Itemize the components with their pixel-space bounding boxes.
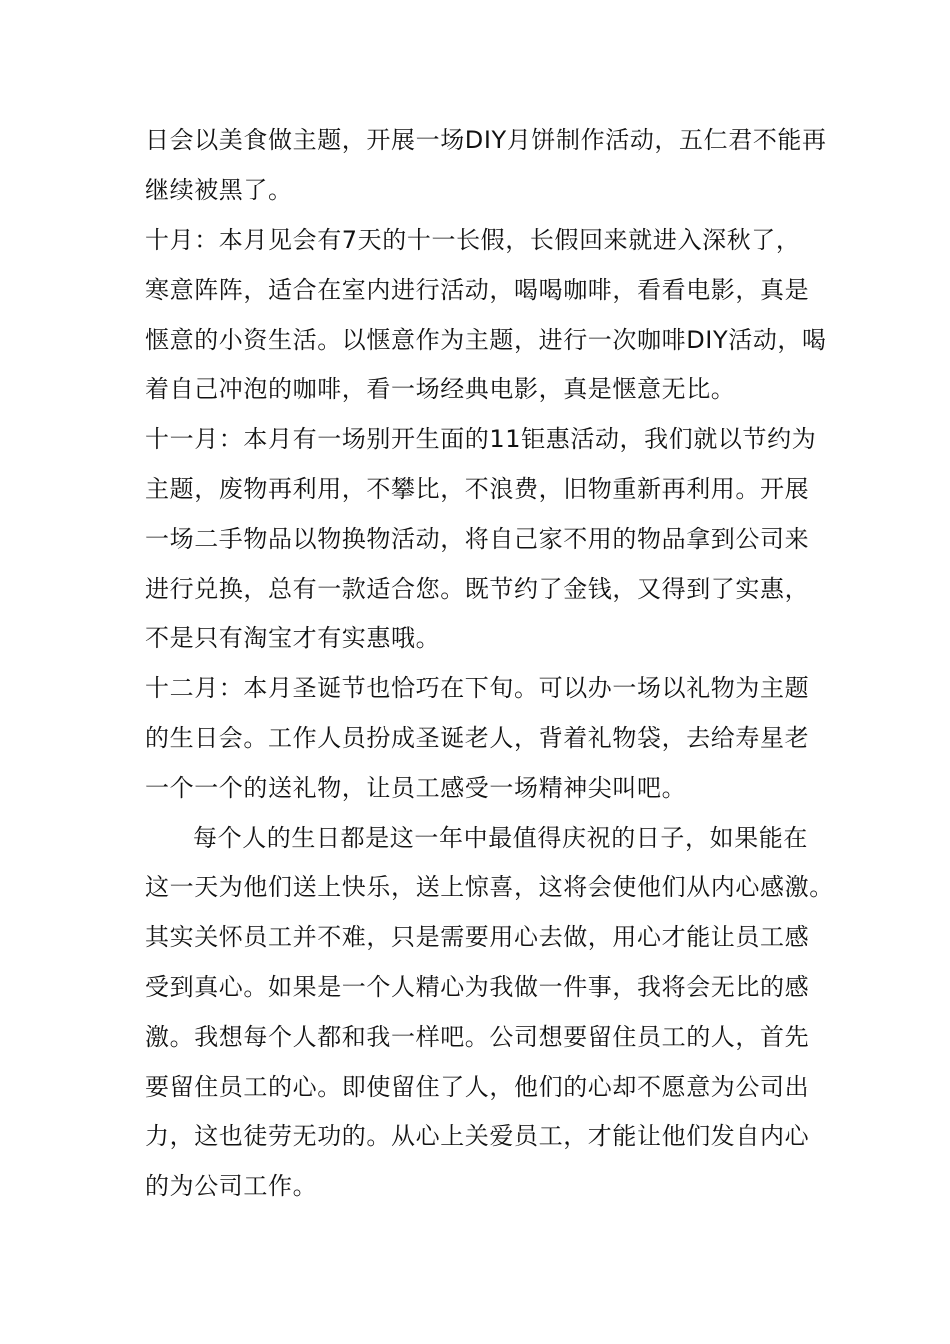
text-line: 进行兑换，总有一款适合您。既节约了金钱，又得到了实惠，	[145, 575, 810, 603]
text-line: 要留住员工的心。即使留住了人，他们的心却不愿意为公司出	[145, 1073, 810, 1101]
text-line: 十月：本月见会有7天的十一长假，长假回来就进入深秋了，	[145, 226, 801, 254]
text-line: 主题，废物再利用，不攀比，不浪费，旧物重新再利用。开展	[145, 475, 810, 503]
text-line: 着自己冲泡的咖啡，看一场经典电影，真是惬意无比。	[145, 375, 736, 403]
text-line: 一场二手物品以物换物活动，将自己家不用的物品拿到公司来	[145, 525, 810, 553]
text-line: 惬意的小资生活。以惬意作为主题，进行一次咖啡DIY活动，喝	[145, 326, 827, 354]
text-line: 其实关怀员工并不难，只是需要用心去做，用心才能让员工感	[145, 923, 810, 951]
text-line: 力，这也徒劳无功的。从心上关爱员工，才能让他们发自内心	[145, 1122, 810, 1150]
text-line: 受到真心。如果是一个人精心为我做一件事，我将会无比的感	[145, 973, 810, 1001]
text-line: 这一天为他们送上快乐，送上惊喜，这将会使他们从内心感激。	[145, 873, 834, 901]
text-line: 一个一个的送礼物，让员工感受一场精神尖叫吧。	[145, 774, 687, 802]
text-line: 的生日会。工作人员扮成圣诞老人，背着礼物袋，去给寿星老	[145, 724, 810, 752]
paragraph-first-line: 每个人的生日都是这一年中最值得庆祝的日子，如果能在	[193, 824, 808, 852]
text-line: 不是只有淘宝才有实惠哦。	[145, 624, 441, 652]
text-line: 激。我想每个人都和我一样吧。公司想要留住员工的人，首先	[145, 1023, 810, 1051]
text-line: 的为公司工作。	[145, 1172, 318, 1200]
text-line: 继续被黑了。	[145, 176, 293, 204]
text-line: 寒意阵阵，适合在室内进行活动，喝喝咖啡，看看电影，真是	[145, 276, 810, 304]
text-line: 日会以美食做主题，开展一场DIY月饼制作活动，五仁君不能再	[145, 126, 827, 154]
text-line: 十一月：本月有一场别开生面的11钜惠活动，我们就以节约为	[145, 425, 817, 453]
text-line: 十二月：本月圣诞节也恰巧在下旬。可以办一场以礼物为主题	[145, 674, 810, 702]
